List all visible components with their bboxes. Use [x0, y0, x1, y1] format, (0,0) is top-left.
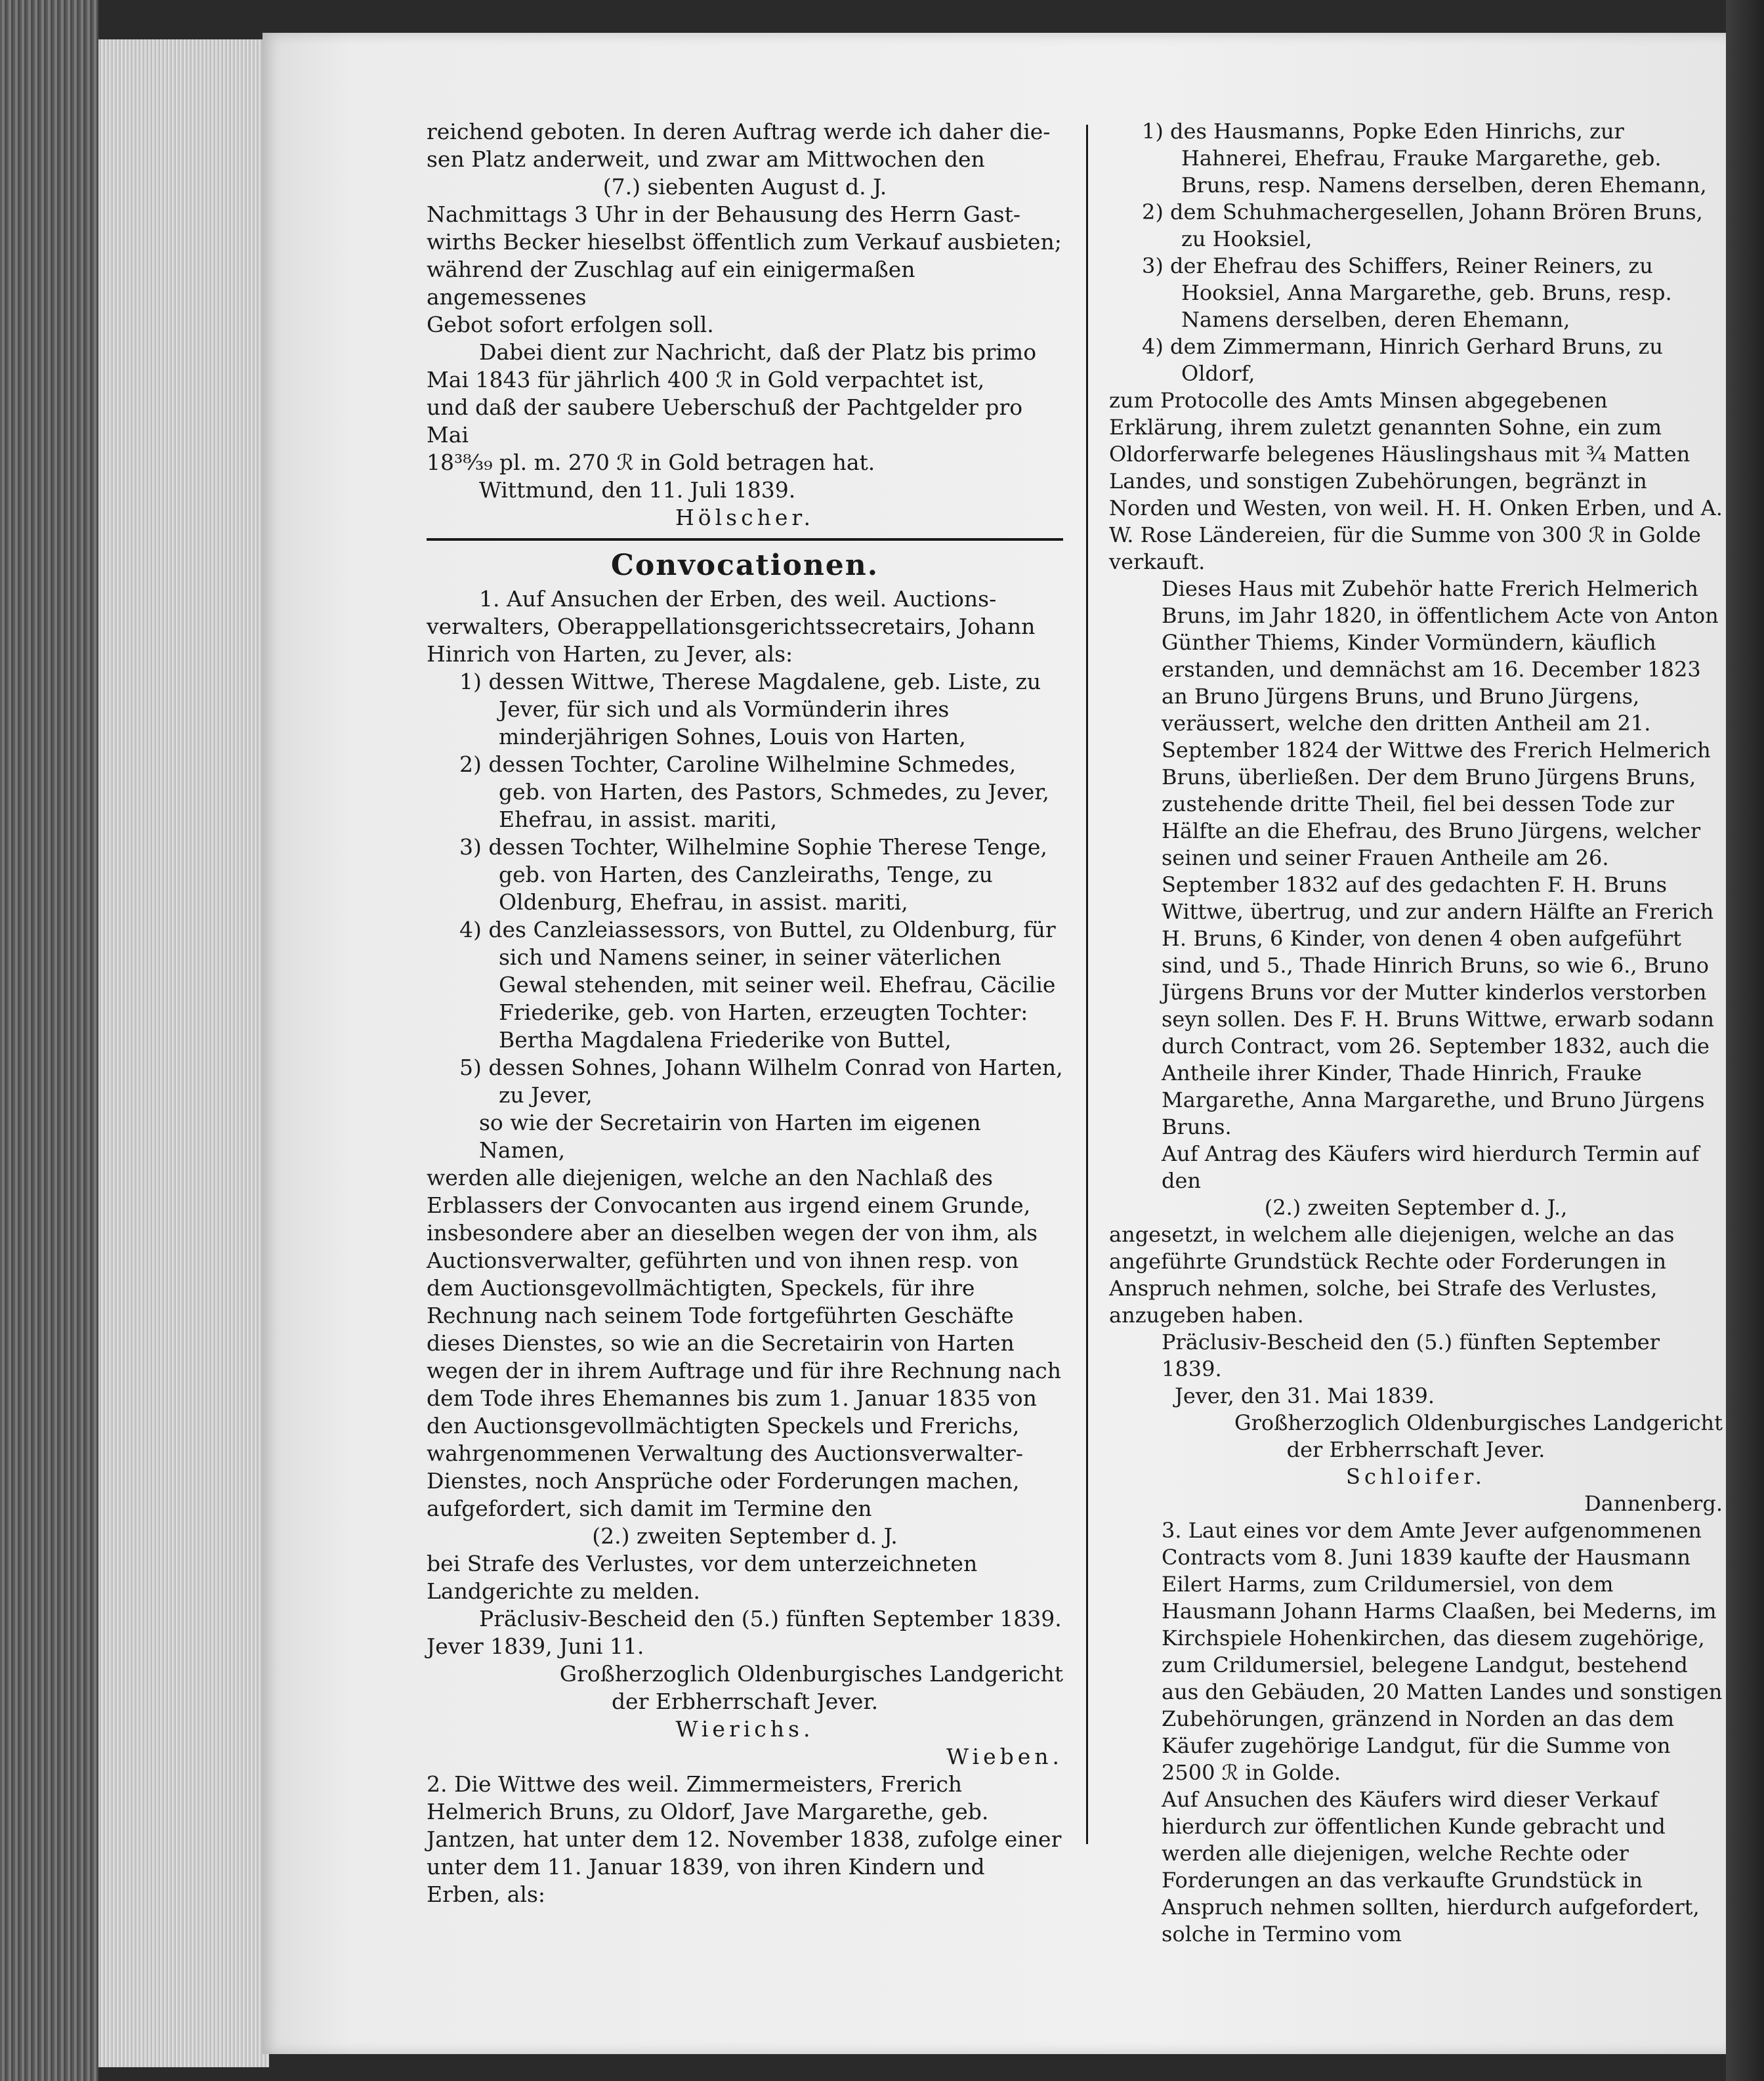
notice-2-body: zum Protocolle des Amts Minsen abgegebenen Erklärung, ihrem zuletzt genannten Sohne, ein zum Oldorferwarfe belegenes Häuslingshaus mit ³⁄₄ Matten Landes, und sonstigen Zubehörungen, begränzt in Norden und Westen, von weil. H. H. Onken Erben, und A. W. Rose Ländereien, für die Summe von 300 ℛ in Golde verkauft. [1109, 388, 1723, 574]
intro-line: Gebot sofort erfolgen soll. [427, 312, 714, 337]
heir-item: 5) dessen Sohnes, Johann Wilhelm Conrad von Harten, zu Jever, [459, 1055, 1063, 1108]
intro-date: (7.) siebenten August d. J. [602, 174, 887, 200]
signature-dannenberg: Dannenberg. [1584, 1491, 1723, 1516]
intro-line: reichend geboten. In deren Auftrag werde ich daher die- [427, 119, 1051, 144]
signature-hoelscher: Hölscher. [675, 505, 815, 530]
notice-2-date: (2.) zweiten September d. J., [1264, 1195, 1568, 1220]
intro-line: Mai 1843 für jährlich 400 ℛ in Gold verpachtet ist, [427, 367, 985, 392]
page-stack-edge [98, 39, 269, 2067]
notice-2-praeclusiv: Präclusiv-Bescheid den (5.) fünften September 1839. [1162, 1330, 1660, 1381]
section-rule [427, 538, 1063, 541]
column-divider [1086, 125, 1088, 1844]
notice-2-history: Dieses Haus mit Zubehör hatte Frerich Helmerich Bruns, im Jahr 1820, in öffentlichem Acte von Anton Günther Thiems, Kinder Vormündern, käuflich erstanden, und demnächst am 16. December 1823 an Bruno Jürgens Bruns, und Bruno Jürgens, veräussert, welche den dritten Antheil am 21. September 1824 der Wittwe des Frerich Helmerich Bruns, überließen. Der dem Bruno Jürgens Bruns, zustehende dritte Theil, fiel bei dessen Tode zur Hälfte an die Ehefrau, des Bruno Jürgens, welcher seinen und seiner Frauen Antheile am 26. September 1832 auf des gedachten F. H. Bruns Wittwe, übertrug, und zur andern Hälfte an Frerich H. Bruns, 6 Kinder, von denen 4 oben aufgeführt sind, und 5., Thade Hinrich Bruns, so wie 6., Bruno Jürgens Bruns vor der Mutter kinderlos verstorben seyn sollen. Des F. H. Bruns Wittwe, erwarb sodann durch Contract, vom 26. September 1832, auch die Antheile ihrer Kinder, Thade Hinrich, Frauke Margarethe, Anna Margarethe, und Bruno Jürgens Bruns. [1162, 576, 1719, 1139]
left-column [427, 118, 1063, 1908]
court-name: der Erbherrschaft Jever. [611, 1689, 879, 1714]
intro-line: und daß der saubere Ueberschuß der Pachtgelder pro Mai [427, 394, 1023, 448]
book-spine [0, 0, 98, 2081]
notice-2-start: 2. Die Wittwe des weil. Zimmermeisters, Frerich Helmerich Bruns, zu Oldorf, Jave Margarethe, geb. Jantzen, hat unter dem 12. November 1838, zufolge einer unter dem 11. Januar 1839, von ihren Kindern und Erben, als: [427, 1771, 1062, 1907]
signature-wieben: Wieben. [946, 1744, 1063, 1769]
notice-1-date: (2.) zweiten September d. J. [592, 1523, 898, 1549]
notice-1-place: Jever 1839, Juni 11. [427, 1633, 644, 1659]
notice-1-praeclusiv: Präclusiv-Bescheid den (5.) fünften September 1839. [479, 1606, 1062, 1631]
notice-3-tail: Auf Ansuchen des Käufers wird dieser Verkauf hierdurch zur öffentlichen Kunde gebracht und werden alle diejenigen, welche Rechte oder Forderungen an das verkaufte Grundstück in Anspruch nehmen sollten, hierdurch aufgefordert, solche in Termino vom [1162, 1787, 1700, 1946]
intro-place-date: Wittmund, den 11. Juli 1839. [479, 477, 796, 503]
intro-line: Nachmittags 3 Uhr in der Behausung des Herrn Gast- [427, 201, 1020, 227]
child-item: 2) dem Schuhmachergesellen, Johann Brören Bruns, zu Hooksiel, [1142, 200, 1703, 251]
heir-item: 1) dessen Wittwe, Therese Magdalene, geb. Liste, zu Jever, für sich und als Vormünderin ihres minderjährigen Sohnes, Louis von Harten, [459, 669, 1041, 749]
notice-1-intro: 1. Auf Ansuchen der Erben, des weil. Auctions- [479, 586, 997, 612]
notice-1-intro: Hinrich von Harten, zu Jever, als: [427, 641, 793, 667]
heir-item: 3) dessen Tochter, Wilhelmine Sophie Therese Tenge, geb. von Harten, des Canzleiraths, Tenge, zu Oldenburg, Ehefrau, in assist. mariti, [459, 834, 1047, 915]
notice-1-tail: bei Strafe des Verlustes, vor dem unterzeichneten Landgerichte zu melden. [427, 1551, 978, 1604]
intro-line: sen Platz anderweit, und zwar am Mittwochen den [427, 146, 985, 172]
court-name: Großherzoglich Oldenburgisches Landgericht [1234, 1410, 1723, 1435]
child-item: 1) des Hausmanns, Popke Eden Hinrichs, zur Hahnerei, Ehefrau, Frauke Margarethe, geb. Bruns, resp. Namens derselben, deren Ehemann, [1142, 119, 1707, 198]
court-name: Großherzoglich Oldenburgisches Landgericht [559, 1661, 1063, 1687]
right-column [1109, 118, 1723, 1948]
intro-line: 18³⁸⁄₃₉ pl. m. 270 ℛ in Gold betragen hat. [427, 450, 875, 475]
intro-line: während der Zuschlag auf ein einigermaßen angemessenes [427, 257, 915, 310]
notice-2-place: Jever, den 31. Mai 1839. [1175, 1383, 1435, 1408]
intro-line: Dabei dient zur Nachricht, daß der Platz bis primo [479, 339, 1037, 365]
heir-item: 4) des Canzleiassessors, von Buttel, zu Oldenburg, für sich und Namens seiner, in seiner väterlichen Gewal stehenden, mit seiner weil. Ehefrau, Cäcilie Friederike, geb. von Harten, erzeugten Tochter: Bertha Magdalena Friederike von Buttel, [459, 917, 1056, 1053]
dark-margin [1726, 0, 1764, 2081]
notice-1-body: werden alle diejenigen, welche an den Nachlaß des Erblassers der Convocanten aus irgend einem Grunde, insbesondere aber an dieselben wegen der von ihm, als Auctionsverwalter, geführten und von ihnen resp. von dem Auctionsgevollmächtigten, Speckels, für ihre Rechnung nach seinem Tode fortgeführten Geschäfte dieses Dienstes, so wie an die Secretairin von Harten wegen der in ihrem Auftrage und für ihre Rechnung nach dem Tode ihres Ehemannes bis zum 1. Januar 1835 von den Auctionsgevollmächtigten Speckels und Frerichs, wahrgenommenen Verwaltung des Auctionsverwalter-Dienstes, noch Ansprüche oder Forderungen machen, aufgefordert, sich damit im Termine den [427, 1165, 1062, 1521]
court-name: der Erbherrschaft Jever. [1286, 1437, 1545, 1462]
heir-item: 2) dessen Tochter, Caroline Wilhelmine Schmedes, geb. von Harten, des Pastors, Schmedes, zu Jever, Ehefrau, in assist. mariti, [459, 751, 1049, 832]
intro-line: wirths Becker hieselbst öffentlich zum Verkauf ausbieten; [427, 229, 1062, 255]
signature-schloifer: Schloifer. [1346, 1464, 1486, 1489]
child-item: 3) der Ehefrau des Schiffers, Reiner Reiners, zu Hooksiel, Anna Margarethe, geb. Bruns, resp. Namens derselben, deren Ehemann, [1142, 253, 1672, 332]
notice-2-request: Auf Antrag des Käufers wird hierdurch Termin auf den [1162, 1141, 1700, 1193]
child-item: 4) dem Zimmermann, Hinrich Gerhard Bruns, zu Oldorf, [1142, 334, 1664, 386]
notice-1-intro: verwalters, Oberappellationsgerichtssecretairs, Johann [427, 614, 1036, 639]
signature-wierichs: Wierichs. [675, 1716, 814, 1742]
notice-3: 3. Laut eines vor dem Amte Jever aufgenommenen Contracts vom 8. Juni 1839 kaufte der Hausmann Eilert Harms, zum Crildumersiel, von dem Hausmann Johann Harms Claaßen, bei Mederns, im Kirchspiele Hohenkirchen, das diesem zugehörige, zum Crildumersiel, belegene Landgut, bestehend aus den Gebäuden, 20 Matten Landes und sonstigen Zubehörungen, gränzend in Norden an das dem Käufer zugehörige Landgut, für die Summe von 2500 ℛ in Golde. [1162, 1518, 1723, 1785]
notice-2-tail: angesetzt, in welchem alle diejenigen, welche an das angeführte Grundstück Rechte oder Forderungen in Anspruch nehmen, solche, bei Strafe des Verlustes, anzugeben haben. [1109, 1222, 1675, 1328]
section-heading: Convocationen. [610, 549, 879, 582]
notice-1-body: so wie der Secretairin von Harten im eigenen Namen, [479, 1110, 981, 1163]
